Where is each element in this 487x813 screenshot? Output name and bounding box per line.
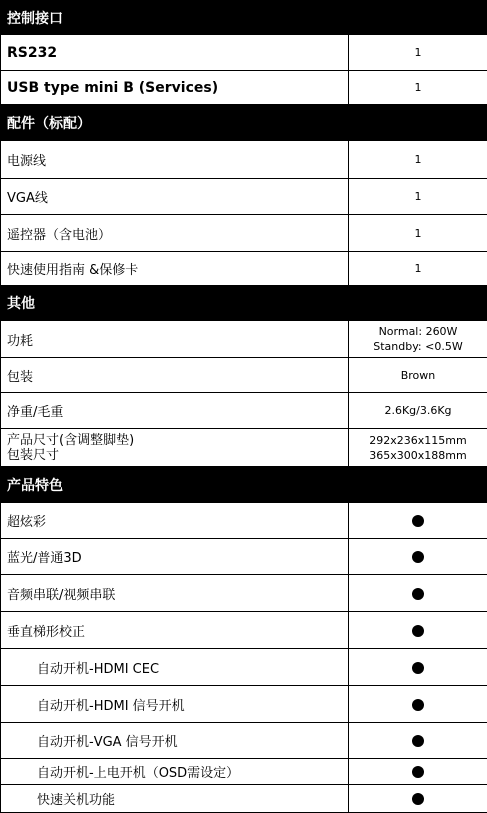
feature-label: 音频串联/视频串联 [1, 575, 349, 612]
feature-cell [349, 539, 487, 575]
spec-value: Brown [349, 358, 487, 393]
feature-cell [349, 759, 487, 785]
spec-value [349, 321, 487, 358]
spec-label: 包装 [1, 358, 349, 393]
feature-row [1, 759, 487, 785]
supported-dot-icon [412, 793, 424, 805]
feature-cell [349, 723, 487, 759]
supported-dot-icon [412, 551, 424, 563]
spec-value: 1 [349, 179, 487, 215]
feature-label: 自动开机-HDMI CEC [1, 649, 349, 686]
feature-cell [349, 785, 487, 813]
section-header-accessories [1, 105, 487, 141]
spec-value-line: 365x300x188mm [369, 448, 467, 462]
section-header-control [1, 1, 487, 35]
feature-label: 快速关机功能 [1, 785, 349, 813]
feature-row [1, 686, 487, 723]
spec-row-vga-cable [1, 179, 487, 215]
section-header-other [1, 286, 487, 321]
spec-value-line: Normal: 260W [378, 325, 458, 338]
spec-row-power-cord [1, 141, 487, 179]
spec-value-line: 292x236x115mm [369, 433, 467, 447]
feature-row [1, 539, 487, 575]
feature-cell [349, 575, 487, 612]
spec-row-size [1, 429, 487, 467]
supported-dot-icon [412, 625, 424, 637]
spec-value [349, 429, 487, 467]
spec-label: VGA线 [1, 179, 349, 215]
feature-label: 超炫彩 [1, 503, 349, 539]
spec-row-power [1, 321, 487, 358]
spec-label: USB type mini B (Services) [1, 71, 349, 105]
feature-row [1, 723, 487, 759]
spec-label-line: 包装尺寸 [7, 447, 60, 463]
section-header-blank [349, 105, 487, 141]
spec-label [1, 429, 349, 467]
spec-row-guide [1, 252, 487, 286]
supported-dot-icon [412, 515, 424, 527]
spec-row-packaging [1, 358, 487, 393]
spec-value: 1 [349, 35, 487, 71]
feature-label: 自动开机-上电开机（OSD需设定） [1, 759, 349, 785]
spec-value: 2.6Kg/3.6Kg [349, 393, 487, 429]
feature-label: 蓝光/普通3D [1, 539, 349, 575]
feature-row [1, 785, 487, 813]
feature-label: 垂直梯形校正 [1, 612, 349, 649]
spec-row-rs232 [1, 35, 487, 71]
section-title: 配件（标配） [1, 105, 349, 141]
supported-dot-icon [412, 699, 424, 711]
supported-dot-icon [412, 766, 424, 778]
feature-cell [349, 649, 487, 686]
supported-dot-icon [412, 588, 424, 600]
section-header-blank [349, 286, 487, 321]
spec-label: 快速使用指南 &保修卡 [1, 252, 349, 286]
spec-value: 1 [349, 252, 487, 286]
feature-cell [349, 686, 487, 723]
feature-row [1, 612, 487, 649]
feature-row [1, 575, 487, 612]
spec-row-weight [1, 393, 487, 429]
feature-label: 自动开机-HDMI 信号开机 [1, 686, 349, 723]
feature-cell [349, 612, 487, 649]
feature-cell [349, 503, 487, 539]
section-title: 产品特色 [1, 467, 349, 503]
spec-label-line: 产品尺寸(含调整脚垫) [7, 432, 135, 448]
spec-value: 1 [349, 215, 487, 252]
section-title: 控制接口 [1, 1, 349, 35]
spec-row-usb [1, 71, 487, 105]
section-header-blank [349, 1, 487, 35]
supported-dot-icon [412, 735, 424, 747]
feature-row [1, 503, 487, 539]
spec-value-line: Standby: <0.5W [373, 340, 463, 353]
section-header-blank [349, 467, 487, 503]
spec-label: RS232 [1, 35, 349, 71]
feature-label: 自动开机-VGA 信号开机 [1, 723, 349, 759]
spec-value: 1 [349, 71, 487, 105]
section-title: 其他 [1, 286, 349, 321]
supported-dot-icon [412, 662, 424, 674]
spec-row-remote [1, 215, 487, 252]
spec-label: 遥控器（含电池） [1, 215, 349, 252]
spec-label: 电源线 [1, 141, 349, 179]
feature-row [1, 649, 487, 686]
spec-label: 净重/毛重 [1, 393, 349, 429]
section-header-features [1, 467, 487, 503]
spec-value: 1 [349, 141, 487, 179]
spec-label: 功耗 [1, 321, 349, 358]
